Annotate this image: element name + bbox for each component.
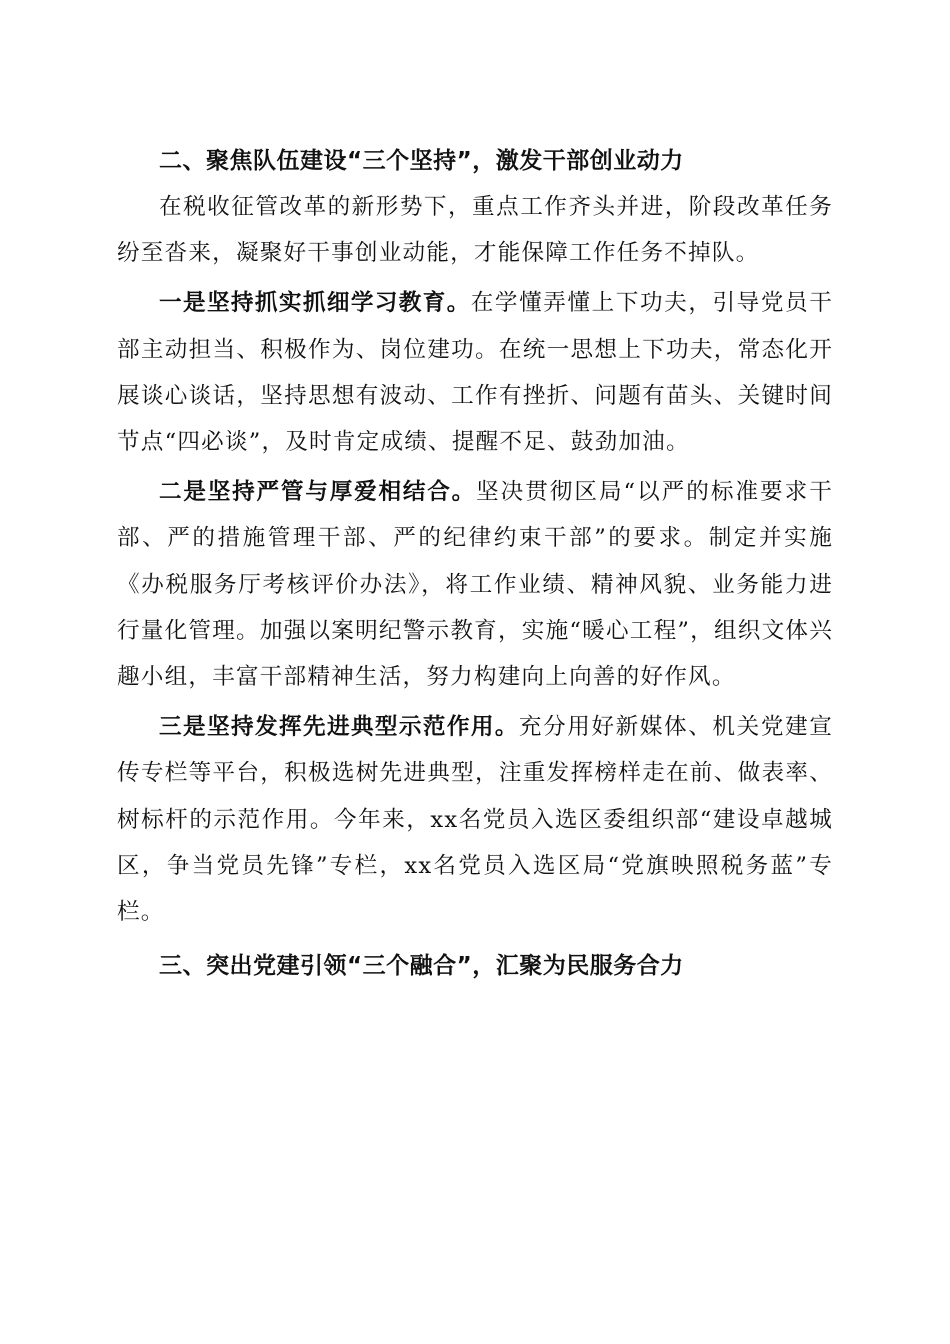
item-3-body: 充分用好新媒体、机关党建宣传专栏等平台，积极选树先进典型，注重发挥榜样走在前、做表率、树标杆的示范作用。今年来，xx名党员入选区委组织部“建设卓越城区，争当党员先锋”专栏，xx名党员入选区局“党旗映照税务蓝”专栏。	[117, 714, 833, 926]
item-3-paragraph	[117, 704, 833, 935]
item-1-body: 在学懂弄懂上下功夫，引导党员干部主动担当、积极作为、岗位建功。在统一思想上下功夫，常态化开展谈心谈话，坚持思想有波动、工作有挫折、问题有苗头、关键时间节点“四必谈”，及时肯定成绩、提醒不足、鼓劲加油。	[117, 290, 834, 456]
document-page	[117, 138, 833, 989]
item-2-lead: 二是坚持严管与厚爱相结合。	[159, 479, 477, 506]
item-1-paragraph	[117, 280, 833, 465]
item-3-lead: 三是坚持发挥先进典型示范作用。	[159, 714, 519, 741]
item-1-lead: 一是坚持抓实抓细学习教育。	[159, 290, 471, 317]
section-2-heading: 二、聚焦队伍建设“三个坚持”，激发干部创业动力	[159, 148, 684, 174]
item-2-body: 坚决贯彻区局“以严的标准要求干部、严的措施管理干部、严的纪律约束干部”的要求。制定并实施《办税服务厅考核评价办法》，将工作业绩、精神风貌、业务能力进行量化管理。加强以案明纪警示教育，实施“暖心工程”，组织文体兴趣小组，丰富干部精神生活，努力构建向上向善的好作风。	[117, 479, 833, 691]
section-2-intro-paragraph: 在税收征管改革的新形势下，重点工作齐头并进，阶段改革任务纷至沓来，凝聚好干事创业动能，才能保障工作任务不掉队。	[117, 194, 833, 267]
section-3-heading: 三、突出党建引领“三个融合”，汇聚为民服务合力	[159, 953, 684, 980]
item-2-paragraph	[117, 469, 833, 700]
